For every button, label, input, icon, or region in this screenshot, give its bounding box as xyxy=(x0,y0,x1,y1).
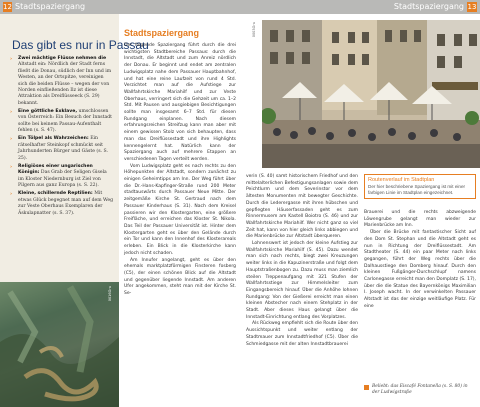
sidebar-item: › Zwei mächtige Flüsse nehmen die Altstadt ein: Nördlich der Stadt ferns fließt die Donau, südlich der Inn und im Westen, an der Ortspitze, vereinigen sich die beiden Flüsse – wegen der von Norden einfließenden Ilz ist diese Attraktion als Dreiflüsseeck (S. 29) bekannt. xyxy=(10,56,114,107)
left-photo-credit: 0016Gru xyxy=(108,286,112,302)
snake-photo-art xyxy=(0,282,119,407)
section-heading: Stadtspaziergang xyxy=(124,28,200,38)
left-running-header xyxy=(0,0,240,14)
paragraph: Am Innufer angelangt, geht es über den ehemals marktplatzförmigen Finsteren fosberg (C5), der einen schönen Blick auf die Altstadt und gegenüber liegende Innstadt. Am anderen Ufer angekommen, steht man mit der Kirche St. Se- xyxy=(124,257,236,297)
cafe-footnote: Beliebt: das Eiscafé Fontanella (s. S. 80) in der Ludwigstraße xyxy=(364,384,476,396)
route-map-text: Der hier beschriebene Spaziergang ist mit einer farbigen Linie im Stadtplan eingezeichnet. xyxy=(368,184,466,195)
left-page-number: 12 xyxy=(3,3,12,11)
town-square-photo xyxy=(262,20,480,168)
right-body-text-2 xyxy=(364,210,476,311)
sidebar-heading: Das gibt es nur in Passau xyxy=(12,38,149,52)
right-text-column-2 xyxy=(364,174,476,311)
sidebar-item: › Religiöses einer ungarischen Königin: Das Grab der Seligen Gisela im Kloster Niedernburg ist Ziel von Pilgern aus ganz Europa (s. S. 22). xyxy=(10,164,114,190)
sidebar-item: › Eine göttliche Exklave, umschlossen von Österreich: Ein Besuch der Innstadt sollte bei keinem Passau-Aufenthalt fehlen (s. S. 47). xyxy=(10,109,114,135)
right-running-title: Stadtspaziergang xyxy=(393,2,464,11)
paragraph: Lohnenswert ist jedoch der kleine Aufstieg zur Wallfahrtskirche Mariahilf (S. 45). Dazu wendet man sich nach rechts, biegt zwei Kreuzungen weiter links in die Kapuzinerstraße und folgt dem Hauptstraßenbogen zu. Dazu muss man ziemlich steilen Treppenaufgang mit 321 Stufen der Wallfahrtsstiege zur Himmelsleiter zum Eingangsbereich hinauf. Über die Anhöhe lohnen Rundgang: Von der Gießerei erreicht man einen kleinen Abstecher nach einem Stehplatz in der Stadt. Aber dieses Haus gelangt über die Innstadt-Einrichtung entlang des Vorplatzes. xyxy=(246,241,358,320)
paragraph: verin (S. 40) samt historischem Friedhof und den mittelalterlichen Befestigungsanlagen sowie dem Peichtlurm und dem Severinstor vor dem ältesten Monumenten mit bewegter Geschichte. Durch die Lederergasse mit ihren hübschen und gepflegten Häuserfassaden geht es zum Rinnermusem am Kastell Boiotro (S. 46) und zur Wallfahrtskirche Mariahilf. Wer nicht ganz so viel Zeit hat, kann von hier gleich links abbiegen und die Marienbrücke zur Altstadt überqueren. xyxy=(246,174,358,240)
paragraph: Brauerei und die rechts abzweigende Löwengrube gelangt man wieder zur Marienbrücke am Inn. xyxy=(364,210,476,229)
right-photo-credit: 0003Gru xyxy=(252,22,256,38)
sidebar-item: › Ein Tölpel als Wahrzeichen: Ein rätselhafter Steinkopf schmückt seit Jahrhunderten Bürger und Gäste (s. S. 25). xyxy=(10,136,114,162)
left-text-column xyxy=(124,28,236,298)
paragraph: Der folgende Spaziergang führt durch die drei wichtigsten Stadtbereiche Passaus: durch die Innstadt, die Altstadt und zum Anreiz nördlich der Donau. Er beginnt und endet am zentralen Ludwigsplatz nahe dem Passauer Hauptbahnhof, und hat eine reine Laufzeit von rund 4 Std. Verzichtet man auf die Aufstiege zur Wallfahrtskirche Mariahilf und zur Veste Oberhaus, verringert sich die Gehzeit um ca. 1–2 Std. Mit Pausen und ausgiebigen Besichtigungen sollte man insgesamt 6–7 Std. für diesen Rundgang einplanen. Nach diesem erfahrungsreichen Streifzug kann man aber mit einem gewissen Stolz von sich behaupten, dass man das Dreiflüssestadt und ihre Highlights kennengelernt hat. Natürlich kann der Spaziergang auch auf mehrere Etappen an verschiedenen Tagen verteilt werden. xyxy=(124,43,236,162)
paragraph: Als Rückweg empfiehlt sich die Route über den Aussichtspunkt und weiter entlang der Stadtmauer zum Innstadtfriedhof (C5). Über die Schmiedgasse mit der alten Innstadtbrauerei xyxy=(246,321,358,347)
paragraph: Über die Brücke mit fantastischer Sicht auf den Dom St. Stephan und die Altstadt geht es nun in Richtung der Dreiflüssestadt. Am Stadtheater (S. 44) ein paar Meter nach links gegangen, führt der Weg rechts über die Dalhausstiege den Domberg hinauf. Durch den kleinen Fußgänger-Durchschlupf namens Carlonegasse erreicht man den Domplatz (S. 17), über die die Statue des Bayernkönigs Maximilian I. Joseph wacht. In der verwinkelten Passauer Altstadt ist das der einzige weitläufige Platz. Für eine xyxy=(364,230,476,309)
right-body-text-1 xyxy=(246,174,358,348)
right-text-column-1 xyxy=(246,174,358,348)
right-page-number: 13 xyxy=(467,3,477,11)
left-running-title: Stadtspaziergang xyxy=(15,2,86,11)
left-body-text xyxy=(124,43,236,298)
snake-photo xyxy=(0,282,119,407)
right-page xyxy=(240,0,480,407)
sidebar-item: › Kleine, schillernde Reptilien: Mit etwas Glück begegnet man auf dem Weg zur Veste Oberhaus Exemplaren der Äskulapnatter (s. S. 37). xyxy=(10,191,114,217)
route-map-title: Routenverlauf im Stadtplan xyxy=(368,177,435,183)
right-running-header xyxy=(240,0,480,14)
town-square-photo-art xyxy=(262,20,480,168)
sidebar-list xyxy=(10,56,114,219)
paragraph: Vom Ludwigsplatz geht es nach rechts zu den Höhepunkten der Altstadt, sondern zunächst zu einigen Geheimtipps am Inn. Der Weg führt über die Dr.-Hans-Kapfinger-Straße rund 200 Meter stadtauswärts durch Passauer Neue Mitte. Der zeitgemäße Kirche St. Gertraud nach dem Passauer Kinderhaus (S. 31). Nach dem Kreisel passieren wir den Klostergarten, eine größere Freifläche, und erreichen das Kloster St. Nikola. Das Teil der Passauer Universität ist. Hinter dem Klostergarten geht es über den Gelände durch ein Tor und kann den Innenhof des Klosterareals erleben. Ein Blick in die Klosterkirche kann jedoch nicht schaden. xyxy=(124,163,236,256)
route-map-box xyxy=(364,174,476,199)
